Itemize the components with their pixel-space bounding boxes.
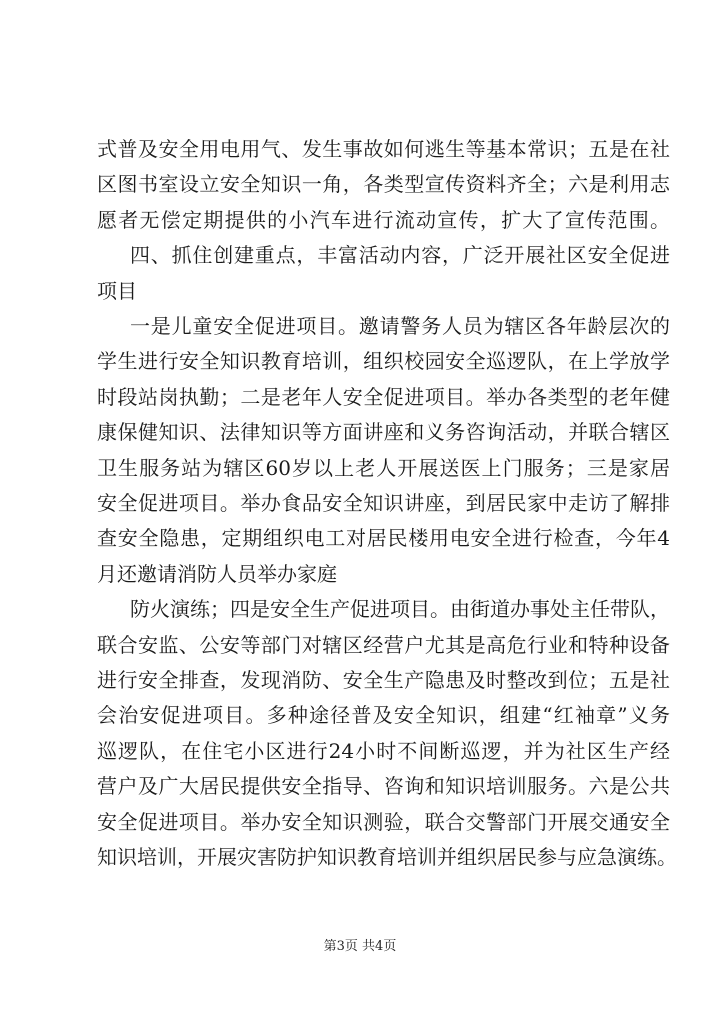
text-line: 安全促进项目。举办食品安全知识讲座，到居民家中走访了解排 (97, 491, 670, 515)
text-line: 进行安全排查，发现消防、安全生产隐患及时整改到位；五是社 (97, 668, 670, 692)
text-line: 康保健知识、法律知识等方面讲座和义务咨询活动，并联合辖区 (97, 420, 670, 445)
text-line: 式普及安全用电用气、发生事故如何逃生等基本常识；五是在社 (97, 137, 670, 161)
text-line: 知识培训，开展灾害防护知识教育培训并组织居民参与应急演练。 (97, 845, 677, 869)
text-line: 巡逻队，在住宅小区进行24小时不间断巡逻，并为社区生产经 (97, 738, 670, 763)
text-line: 月还邀请消防人员举办家庭 (97, 561, 337, 586)
text-line: 一是儿童安全促进项目。邀请警务人员为辖区各年龄层次的 (130, 314, 670, 338)
text-line: 四、抓住创建重点，丰富活动内容，广泛开展社区安全促进 (130, 243, 670, 268)
text-line: 营户及广大居民提供安全指导、咨询和知识培训服务。六是公共 (97, 774, 670, 799)
text-line: 查安全隐患，定期组织电工对居民楼用电安全进行检查，今年4 (97, 526, 670, 551)
text-line: 愿者无偿定期提供的小汽车进行流动宣传，扩大了宣传范围。 (97, 207, 670, 232)
text-line: 安全促进项目。举办安全知识测验，联合交警部门开展交通安全 (97, 809, 670, 834)
text-line: 会治安促进项目。多种途径普及安全知识，组建“红袖章”义务 (97, 703, 670, 728)
page-footer: 第3页 共4页 (323, 939, 397, 954)
text-line: 防火演练；四是安全生产促进项目。由街道办事处主任带队， (130, 597, 670, 622)
text-line: 学生进行安全知识教育培训，组织校园安全巡逻队，在上学放学 (97, 349, 670, 374)
text-line: 区图书室设立安全知识一角，各类型宣传资料齐全；六是利用志 (97, 172, 670, 197)
text-line: 卫生服务站为辖区60岁以上老人开展送医上门服务；三是家居 (97, 455, 670, 480)
text-line: 项目 (97, 278, 137, 303)
text-line: 联合安监、公安等部门对辖区经营户尤其是高危行业和特种设备 (97, 632, 670, 657)
text-line: 时段站岗执勤；二是老年人安全促进项目。举办各类型的老年健 (97, 384, 670, 409)
